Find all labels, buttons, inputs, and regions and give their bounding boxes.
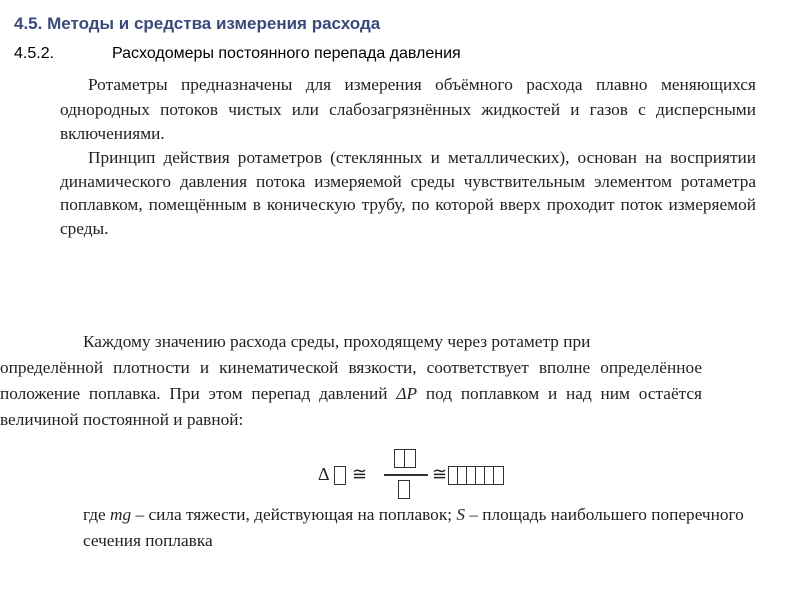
legend-mg-symbol: mg — [110, 505, 132, 524]
formula-legend — [83, 502, 763, 554]
formula-approx-sign-1: ≅ — [352, 464, 368, 484]
section-heading: 4.5. Методы и средства измерения расхода — [14, 14, 381, 33]
paragraph-rotameters-purpose: Ротаметры предназначены для измерения объёмного расхода плавно меняющихся однородных потоков чистых или слабозагрязнённых жидкостей и газов с дисперсными включениями. — [60, 75, 756, 143]
paragraph-operating-principle: Принцип действия ротаметров (стеклянных и металлических), основан на восприятии динамического давления потока измеряемой среды чувствительным элементом ротаметра поплавком, помещённым в коническую трубу, по которой вверх проходит поток измеряемой среды. — [60, 148, 756, 238]
paragraph-pressure-drop-middle: определённой плотности и кинематической вязкости, соответствует вполне определённое положение поплавка. При этом перепад давлений — [0, 358, 702, 403]
formula-missing-glyph-icon — [334, 466, 346, 485]
formula-fraction-line — [384, 474, 428, 476]
paragraph-pressure-drop-end: под поплавком и над ним остаётся величиной постоянной и равной: — [0, 384, 702, 429]
legend-where: где — [83, 505, 106, 524]
paragraph-pressure-drop — [0, 329, 785, 433]
formula-delta-symbol: Δ — [318, 464, 330, 484]
legend-mg-text: – сила тяжести, действующая на поплавок; — [135, 505, 453, 524]
pressure-drop-formula — [318, 444, 518, 504]
subsection-heading — [14, 45, 461, 63]
paragraph-pressure-drop-start: Каждому значению расхода среды, проходящему через ротаметр при — [83, 332, 591, 351]
legend-s-text: – площадь наибольшего поперечного сечения поплавка — [83, 505, 744, 550]
subsection-number: 4.5.2. — [14, 45, 55, 62]
subsection-title: Расходомеры постоянного перепада давления — [112, 45, 461, 62]
paragraph-pressure-drop-rest — [0, 355, 702, 433]
formula-approx-sign-2: ≅ — [432, 464, 448, 484]
formula-numerator-glyph-icon — [404, 449, 416, 468]
legend-s-symbol: S — [456, 505, 465, 524]
formula-denominator-glyph-icon — [398, 480, 410, 499]
delta-p-symbol: ΔP — [396, 384, 418, 403]
formula-result-glyph-icon — [493, 466, 504, 485]
